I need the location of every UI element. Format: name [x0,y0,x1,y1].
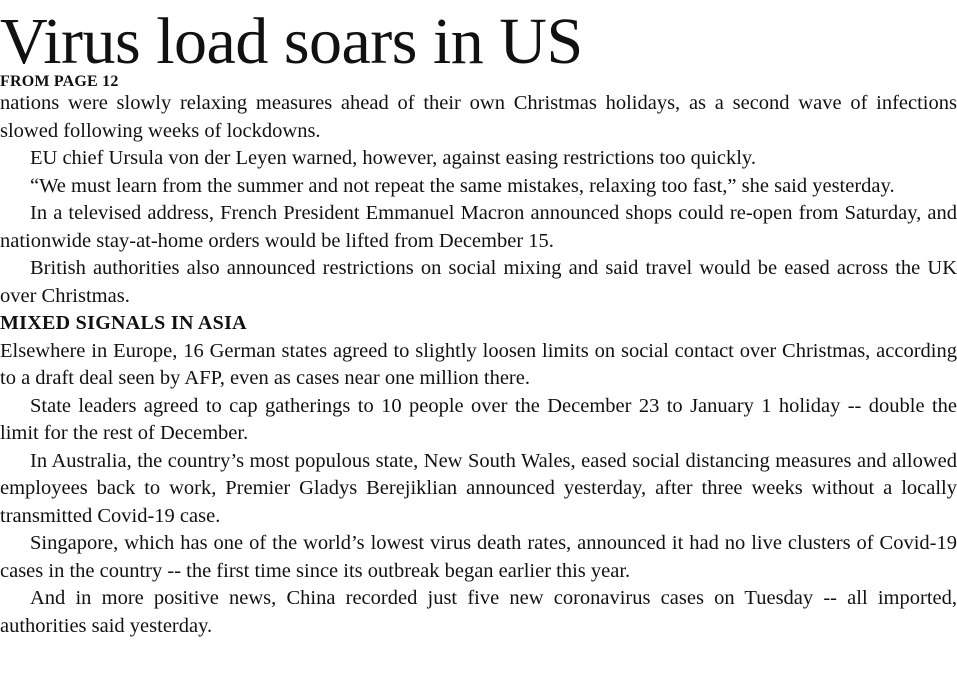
section-subhead: MIXED SIGNALS IN ASIA [0,312,247,334]
body-paragraph: In Australia, the country’s most populous state, New South Wales, eased social distancing measures and allowed employees back to work, Premier Gladys Berejiklian announced yesterday, after three weeks without a locally transmitted Covid-19 case. [0,449,957,527]
body-paragraph: nations were slowly relaxing measures ahead of their own Christmas holidays, as a second wave of infections slowed following weeks of lockdowns. [0,92,957,142]
article-body [0,90,957,640]
body-paragraph: British authorities also announced restrictions on social mixing and said travel would be eased across the UK over Christmas. [0,257,957,307]
continued-from-line: FROM PAGE 12 [0,73,119,90]
body-paragraph: And in more positive news, China recorded just five new coronavirus cases on Tuesday -- all imported, authorities said yesterday. [0,587,957,637]
article-headline: Virus load soars in US [0,5,583,78]
body-paragraph: EU chief Ursula von der Leyen warned, however, against easing restrictions too quickly. [30,147,756,169]
body-paragraph: Singapore, which has one of the world’s lowest virus death rates, announced it had no live clusters of Covid-19 cases in the country -- the first time since its outbreak began earlier this year. [0,532,957,582]
body-paragraph: Elsewhere in Europe, 16 German states agreed to slightly loosen limits on social contact over Christmas, according to a draft deal seen by AFP, even as cases near one million there. [0,339,957,389]
body-paragraph: State leaders agreed to cap gatherings to 10 people over the December 23 to January 1 holiday -- double the limit for the rest of December. [0,394,957,444]
body-paragraph: “We must learn from the summer and not repeat the same mistakes, relaxing too fast,” she said yesterday. [30,174,895,197]
body-paragraph: In a televised address, French President Emmanuel Macron announced shops could re-open from Saturday, and nationwide stay-at-home orders would be lifted from December 15. [0,202,957,252]
